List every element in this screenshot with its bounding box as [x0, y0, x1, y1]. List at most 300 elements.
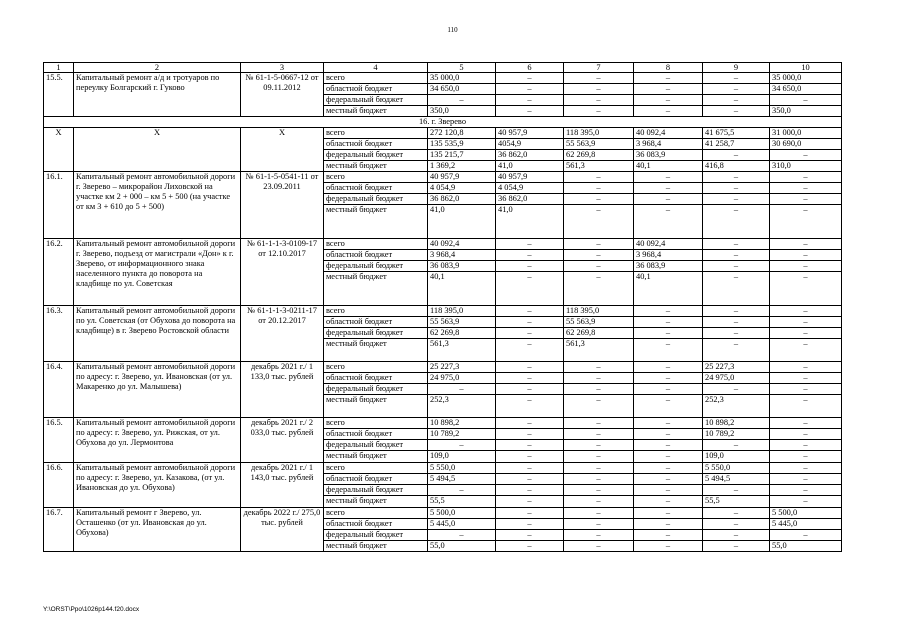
amount-cell: 561,3 — [564, 161, 634, 172]
amount-cell: 40 092,4 — [634, 239, 703, 250]
amount-cell: 118 395,0 — [564, 128, 634, 139]
amount-cell: 252,3 — [428, 395, 496, 418]
item-number: 16.6. — [44, 463, 74, 508]
amount-cell: 350,0 — [428, 106, 496, 117]
item-name: Капитальный ремонт автомобильной дороги по адресу: г. Зверево, ул. Рижская, от ул. Обухова до ул. Лермонтова — [74, 418, 241, 463]
funding-source: местный бюджет — [324, 339, 428, 362]
amount-cell: 55 563,9 — [428, 317, 496, 328]
funding-source: областной бюджет — [324, 84, 428, 95]
amount-cell: – — [496, 306, 564, 317]
header-cell: 4 — [324, 63, 428, 73]
funding-source: федеральный бюджет — [324, 530, 428, 541]
amount-cell: – — [703, 519, 770, 530]
amount-cell: 40,1 — [634, 161, 703, 172]
funding-source: областной бюджет — [324, 250, 428, 261]
header-cell: 5 — [428, 63, 496, 73]
amount-cell: – — [703, 205, 770, 239]
amount-cell: 416,8 — [703, 161, 770, 172]
amount-cell: – — [634, 306, 703, 317]
amount-cell: 31 000,0 — [770, 128, 842, 139]
header-cell: 1 — [44, 63, 74, 73]
amount-cell: – — [634, 384, 703, 395]
amount-cell: 55,0 — [428, 541, 496, 552]
funding-source: областной бюджет — [324, 373, 428, 384]
amount-cell: – — [564, 183, 634, 194]
header-cell: 3 — [241, 63, 324, 73]
item-document: № 61-1-5-0541-11 от 23.09.2011 — [241, 172, 324, 239]
item-number: Х — [44, 128, 74, 172]
funding-source: всего — [324, 306, 428, 317]
amount-cell: – — [703, 73, 770, 84]
amount-cell: 40,1 — [634, 272, 703, 306]
amount-cell: – — [703, 250, 770, 261]
amount-cell: – — [496, 73, 564, 84]
amount-cell: – — [496, 519, 564, 530]
funding-source: всего — [324, 73, 428, 84]
item-name: Капитальный ремонт автомобильной дороги по адресу: г. Зверево, ул. Казакова, (от ул. Ивановская до ул. Обухова) — [74, 463, 241, 508]
amount-cell: – — [703, 328, 770, 339]
amount-cell: – — [770, 250, 842, 261]
amount-cell: – — [703, 183, 770, 194]
amount-cell: 561,3 — [428, 339, 496, 362]
amount-cell: 35 000,0 — [770, 73, 842, 84]
amount-cell: – — [634, 395, 703, 418]
item-number: 16.7. — [44, 508, 74, 552]
footer-file-path: Y:\ORST\Ppo\1026p144.f20.docx — [43, 606, 140, 613]
amount-cell: – — [564, 362, 634, 373]
funding-source: федеральный бюджет — [324, 328, 428, 339]
amount-cell: 4 054,9 — [496, 183, 564, 194]
amount-cell: 5 500,0 — [770, 508, 842, 519]
amount-cell: – — [564, 261, 634, 272]
amount-cell: 561,3 — [564, 339, 634, 362]
amount-cell: 5 445,0 — [428, 519, 496, 530]
amount-cell: – — [496, 474, 564, 485]
amount-cell: 34 650,0 — [770, 84, 842, 95]
amount-cell: – — [564, 205, 634, 239]
amount-cell: – — [496, 440, 564, 451]
amount-cell: – — [564, 373, 634, 384]
amount-cell: 3 968,4 — [634, 139, 703, 150]
item-name: Капитальный ремонт г Зверево, ул. Осташенко (от ул. Ивановская до ул. Обухова) — [74, 508, 241, 552]
amount-cell: – — [634, 463, 703, 474]
amount-cell: 25 227,3 — [428, 362, 496, 373]
amount-cell: 41,0 — [496, 161, 564, 172]
item-document: декабрь 2022 г./ 275,0 тыс. рублей — [241, 508, 324, 552]
amount-cell: 135 535,9 — [428, 139, 496, 150]
amount-cell: – — [564, 530, 634, 541]
amount-cell: 5 550,0 — [428, 463, 496, 474]
amount-cell: – — [564, 95, 634, 106]
amount-cell: – — [496, 541, 564, 552]
amount-cell: – — [496, 485, 564, 496]
budget-table — [43, 62, 842, 552]
amount-cell: – — [496, 250, 564, 261]
amount-cell: – — [496, 451, 564, 463]
amount-cell: – — [634, 373, 703, 384]
amount-cell: – — [564, 239, 634, 250]
amount-cell: – — [770, 485, 842, 496]
table-row — [44, 306, 842, 317]
amount-cell: 35 000,0 — [428, 73, 496, 84]
amount-cell: – — [703, 384, 770, 395]
amount-cell: – — [770, 95, 842, 106]
amount-cell: – — [564, 429, 634, 440]
item-name: Капитальный ремонт автомобильной дороги г. Зверево, подъезд от магистрали «Дон» к г. Зверево, от информационного знака населенного пункта до поворота на кладбище по ул. Советская — [74, 239, 241, 306]
amount-cell: – — [564, 496, 634, 508]
amount-cell: – — [634, 339, 703, 362]
amount-cell: – — [496, 84, 564, 95]
amount-cell: – — [634, 328, 703, 339]
amount-cell: – — [496, 496, 564, 508]
amount-cell: – — [564, 395, 634, 418]
page-number: 110 — [447, 26, 458, 34]
amount-cell: – — [564, 272, 634, 306]
amount-cell: 1 369,2 — [428, 161, 496, 172]
table-body — [44, 63, 842, 552]
item-document: декабрь 2021 г./ 2 033,0 тыс. рублей — [241, 418, 324, 463]
amount-cell: 40 957,9 — [428, 172, 496, 183]
amount-cell: 10 789,2 — [703, 429, 770, 440]
amount-cell: 41,0 — [496, 205, 564, 239]
amount-cell: – — [634, 95, 703, 106]
amount-cell: 350,0 — [770, 106, 842, 117]
amount-cell: – — [496, 384, 564, 395]
funding-source: всего — [324, 239, 428, 250]
amount-cell: – — [770, 395, 842, 418]
amount-cell: – — [770, 306, 842, 317]
funding-source: областной бюджет — [324, 183, 428, 194]
funding-source: местный бюджет — [324, 161, 428, 172]
amount-cell: 4054,9 — [496, 139, 564, 150]
amount-cell: – — [564, 508, 634, 519]
amount-cell: – — [770, 328, 842, 339]
item-name: Капитальный ремонт автомобильной дороги по адресу: г. Зверево, ул. Ивановская (от ул. Макаренко до ул. Малышева) — [74, 362, 241, 418]
amount-cell: – — [496, 95, 564, 106]
amount-cell: – — [634, 106, 703, 117]
amount-cell: – — [703, 261, 770, 272]
amount-cell: – — [564, 384, 634, 395]
amount-cell: 40 957,9 — [496, 128, 564, 139]
amount-cell: – — [564, 106, 634, 117]
amount-cell: – — [564, 172, 634, 183]
funding-source: местный бюджет — [324, 496, 428, 508]
amount-cell: – — [703, 106, 770, 117]
amount-cell: – — [703, 485, 770, 496]
amount-cell: 36 862,0 — [428, 194, 496, 205]
funding-source: всего — [324, 172, 428, 183]
amount-cell: 62 269,8 — [564, 150, 634, 161]
amount-cell: – — [428, 95, 496, 106]
amount-cell: – — [634, 73, 703, 84]
amount-cell: – — [564, 451, 634, 463]
amount-cell: 10 789,2 — [428, 429, 496, 440]
table-row — [44, 418, 842, 429]
header-cell: 9 — [703, 63, 770, 73]
amount-cell: 25 227,3 — [703, 362, 770, 373]
amount-cell: – — [770, 418, 842, 429]
amount-cell: 5 550,0 — [703, 463, 770, 474]
funding-source: местный бюджет — [324, 106, 428, 117]
amount-cell: – — [634, 194, 703, 205]
table-row — [44, 362, 842, 373]
item-document: № 61-1-5-0667-12 от 09.11.2012 — [241, 73, 324, 117]
amount-cell: 55,5 — [428, 496, 496, 508]
amount-cell: – — [634, 519, 703, 530]
funding-source: федеральный бюджет — [324, 485, 428, 496]
header-cell: 7 — [564, 63, 634, 73]
amount-cell: – — [564, 474, 634, 485]
amount-cell: – — [770, 440, 842, 451]
amount-cell: 118 395,0 — [428, 306, 496, 317]
amount-cell: – — [770, 373, 842, 384]
item-document: декабрь 2021 г./ 1 143,0 тыс. рублей — [241, 463, 324, 508]
amount-cell: – — [703, 239, 770, 250]
amount-cell: – — [703, 440, 770, 451]
amount-cell: 36 083,9 — [428, 261, 496, 272]
amount-cell: – — [496, 418, 564, 429]
funding-source: федеральный бюджет — [324, 95, 428, 106]
funding-source: местный бюджет — [324, 272, 428, 306]
amount-cell: – — [428, 440, 496, 451]
amount-cell: 41 675,5 — [703, 128, 770, 139]
amount-cell: – — [703, 194, 770, 205]
amount-cell: – — [496, 373, 564, 384]
amount-cell: 10 898,2 — [703, 418, 770, 429]
amount-cell: 24 975,0 — [703, 373, 770, 384]
amount-cell: – — [703, 84, 770, 95]
amount-cell: – — [770, 362, 842, 373]
amount-cell: – — [634, 541, 703, 552]
amount-cell: 40 957,9 — [496, 172, 564, 183]
amount-cell: 55 563,9 — [564, 317, 634, 328]
funding-source: областной бюджет — [324, 317, 428, 328]
amount-cell: 5 500,0 — [428, 508, 496, 519]
funding-source: местный бюджет — [324, 541, 428, 552]
amount-cell: – — [564, 463, 634, 474]
amount-cell: 41,0 — [428, 205, 496, 239]
amount-cell: – — [564, 519, 634, 530]
amount-cell: 3 968,4 — [634, 250, 703, 261]
funding-source: областной бюджет — [324, 474, 428, 485]
amount-cell: – — [634, 496, 703, 508]
amount-cell: – — [634, 362, 703, 373]
amount-cell: 62 269,8 — [564, 328, 634, 339]
amount-cell: 24 975,0 — [428, 373, 496, 384]
item-document: № 61-1-1-3-0211-17 от 20.12.2017 — [241, 306, 324, 362]
amount-cell: 272 120,8 — [428, 128, 496, 139]
item-document: Х — [241, 128, 324, 172]
table-row — [44, 128, 842, 139]
amount-cell: – — [496, 272, 564, 306]
amount-cell: – — [564, 541, 634, 552]
amount-cell: 55,5 — [703, 496, 770, 508]
amount-cell: 55,0 — [770, 541, 842, 552]
amount-cell: – — [564, 73, 634, 84]
funding-source: федеральный бюджет — [324, 194, 428, 205]
table-row — [44, 172, 842, 183]
amount-cell: – — [703, 172, 770, 183]
amount-cell: – — [770, 194, 842, 205]
amount-cell: – — [770, 183, 842, 194]
amount-cell: 36 862,0 — [496, 194, 564, 205]
header-cell: 10 — [770, 63, 842, 73]
amount-cell: – — [770, 150, 842, 161]
item-number: 16.1. — [44, 172, 74, 239]
amount-cell: – — [634, 429, 703, 440]
amount-cell: 3 968,4 — [428, 250, 496, 261]
amount-cell: 40,1 — [428, 272, 496, 306]
header-cell: 8 — [634, 63, 703, 73]
item-number: 16.2. — [44, 239, 74, 306]
amount-cell: – — [496, 239, 564, 250]
amount-cell: 5 445,0 — [770, 519, 842, 530]
header-cell: 6 — [496, 63, 564, 73]
amount-cell: – — [496, 395, 564, 418]
amount-cell: – — [496, 463, 564, 474]
amount-cell: – — [770, 339, 842, 362]
amount-cell: – — [634, 440, 703, 451]
funding-source: областной бюджет — [324, 139, 428, 150]
item-name: Капитальный ремонт автомобильной дороги г. Зверево – микрорайон Лиховской на участке км 2 + 000 – км 5 + 500 (на участке от км 3 + 610 до 5 + 500) — [74, 172, 241, 239]
amount-cell: – — [703, 306, 770, 317]
amount-cell: 36 083,9 — [634, 150, 703, 161]
amount-cell: 4 054,9 — [428, 183, 496, 194]
amount-cell: 41 258,7 — [703, 139, 770, 150]
amount-cell: – — [703, 95, 770, 106]
funding-source: областной бюджет — [324, 519, 428, 530]
amount-cell: – — [564, 84, 634, 95]
amount-cell: – — [634, 418, 703, 429]
section-header-row — [44, 117, 842, 128]
amount-cell: – — [703, 339, 770, 362]
amount-cell: – — [496, 362, 564, 373]
item-number: 16.5. — [44, 418, 74, 463]
amount-cell: – — [634, 485, 703, 496]
amount-cell: – — [770, 317, 842, 328]
amount-cell: – — [770, 474, 842, 485]
item-name: Х — [74, 128, 241, 172]
header-row — [44, 63, 842, 73]
amount-cell: 34 650,0 — [428, 84, 496, 95]
item-name: Капитальный ремонт а/д и тротуаров по переулку Болгарский г. Гуково — [74, 73, 241, 117]
amount-cell: – — [564, 418, 634, 429]
amount-cell: – — [428, 530, 496, 541]
header-cell: 2 — [74, 63, 241, 73]
amount-cell: – — [564, 440, 634, 451]
funding-source: местный бюджет — [324, 205, 428, 239]
funding-source: местный бюджет — [324, 395, 428, 418]
amount-cell: – — [564, 485, 634, 496]
amount-cell: – — [496, 339, 564, 362]
amount-cell: – — [770, 172, 842, 183]
amount-cell: – — [634, 508, 703, 519]
amount-cell: – — [703, 541, 770, 552]
amount-cell: – — [634, 530, 703, 541]
funding-source: федеральный бюджет — [324, 261, 428, 272]
amount-cell: – — [634, 183, 703, 194]
amount-cell: – — [703, 508, 770, 519]
item-number: 16.4. — [44, 362, 74, 418]
funding-source: всего — [324, 362, 428, 373]
amount-cell: – — [496, 429, 564, 440]
funding-source: областной бюджет — [324, 429, 428, 440]
amount-cell: – — [496, 317, 564, 328]
amount-cell: – — [703, 150, 770, 161]
funding-source: всего — [324, 418, 428, 429]
amount-cell: – — [564, 194, 634, 205]
amount-cell: 36 083,9 — [634, 261, 703, 272]
amount-cell: – — [770, 205, 842, 239]
item-number: 15.5. — [44, 73, 74, 117]
amount-cell: – — [634, 205, 703, 239]
amount-cell: – — [634, 317, 703, 328]
amount-cell: 40 092,4 — [634, 128, 703, 139]
item-name: Капитальный ремонт автомобильной дороги по ул. Советская (от Обухова до поворота на кладбище) в г. Зверево Ростовской области — [74, 306, 241, 362]
amount-cell: – — [770, 429, 842, 440]
amount-cell: – — [564, 250, 634, 261]
item-document: № 61-1-1-3-0109-17 от 12.10.2017 — [241, 239, 324, 306]
amount-cell: – — [496, 530, 564, 541]
funding-source: всего — [324, 463, 428, 474]
amount-cell: – — [770, 530, 842, 541]
amount-cell: – — [496, 508, 564, 519]
table-row — [44, 463, 842, 474]
amount-cell: 55 563,9 — [564, 139, 634, 150]
amount-cell: 36 862,0 — [496, 150, 564, 161]
amount-cell: 5 494,5 — [703, 474, 770, 485]
amount-cell: 5 494,5 — [428, 474, 496, 485]
amount-cell: 62 269,8 — [428, 328, 496, 339]
amount-cell: 135 215,7 — [428, 150, 496, 161]
funding-source: федеральный бюджет — [324, 150, 428, 161]
item-number: 16.3. — [44, 306, 74, 362]
amount-cell: 118 395,0 — [564, 306, 634, 317]
amount-cell: – — [634, 84, 703, 95]
item-document: декабрь 2021 г./ 1 133,0 тыс. рублей — [241, 362, 324, 418]
amount-cell: – — [634, 172, 703, 183]
table-row — [44, 508, 842, 519]
amount-cell: – — [428, 384, 496, 395]
funding-source: всего — [324, 128, 428, 139]
amount-cell: – — [496, 328, 564, 339]
amount-cell: – — [428, 485, 496, 496]
funding-source: местный бюджет — [324, 451, 428, 463]
table-row — [44, 73, 842, 84]
amount-cell: – — [770, 272, 842, 306]
amount-cell: – — [770, 384, 842, 395]
amount-cell: – — [770, 239, 842, 250]
amount-cell: 109,0 — [428, 451, 496, 463]
amount-cell: – — [703, 272, 770, 306]
amount-cell: – — [770, 261, 842, 272]
amount-cell: – — [703, 317, 770, 328]
amount-cell: – — [703, 530, 770, 541]
amount-cell: – — [496, 261, 564, 272]
funding-source: федеральный бюджет — [324, 384, 428, 395]
funding-source: всего — [324, 508, 428, 519]
amount-cell: – — [770, 463, 842, 474]
amount-cell: 40 092,4 — [428, 239, 496, 250]
amount-cell: 109,0 — [703, 451, 770, 463]
amount-cell: 252,3 — [703, 395, 770, 418]
amount-cell: – — [634, 451, 703, 463]
amount-cell: – — [634, 474, 703, 485]
amount-cell: – — [770, 496, 842, 508]
table-row — [44, 239, 842, 250]
amount-cell: 310,0 — [770, 161, 842, 172]
amount-cell: – — [496, 106, 564, 117]
